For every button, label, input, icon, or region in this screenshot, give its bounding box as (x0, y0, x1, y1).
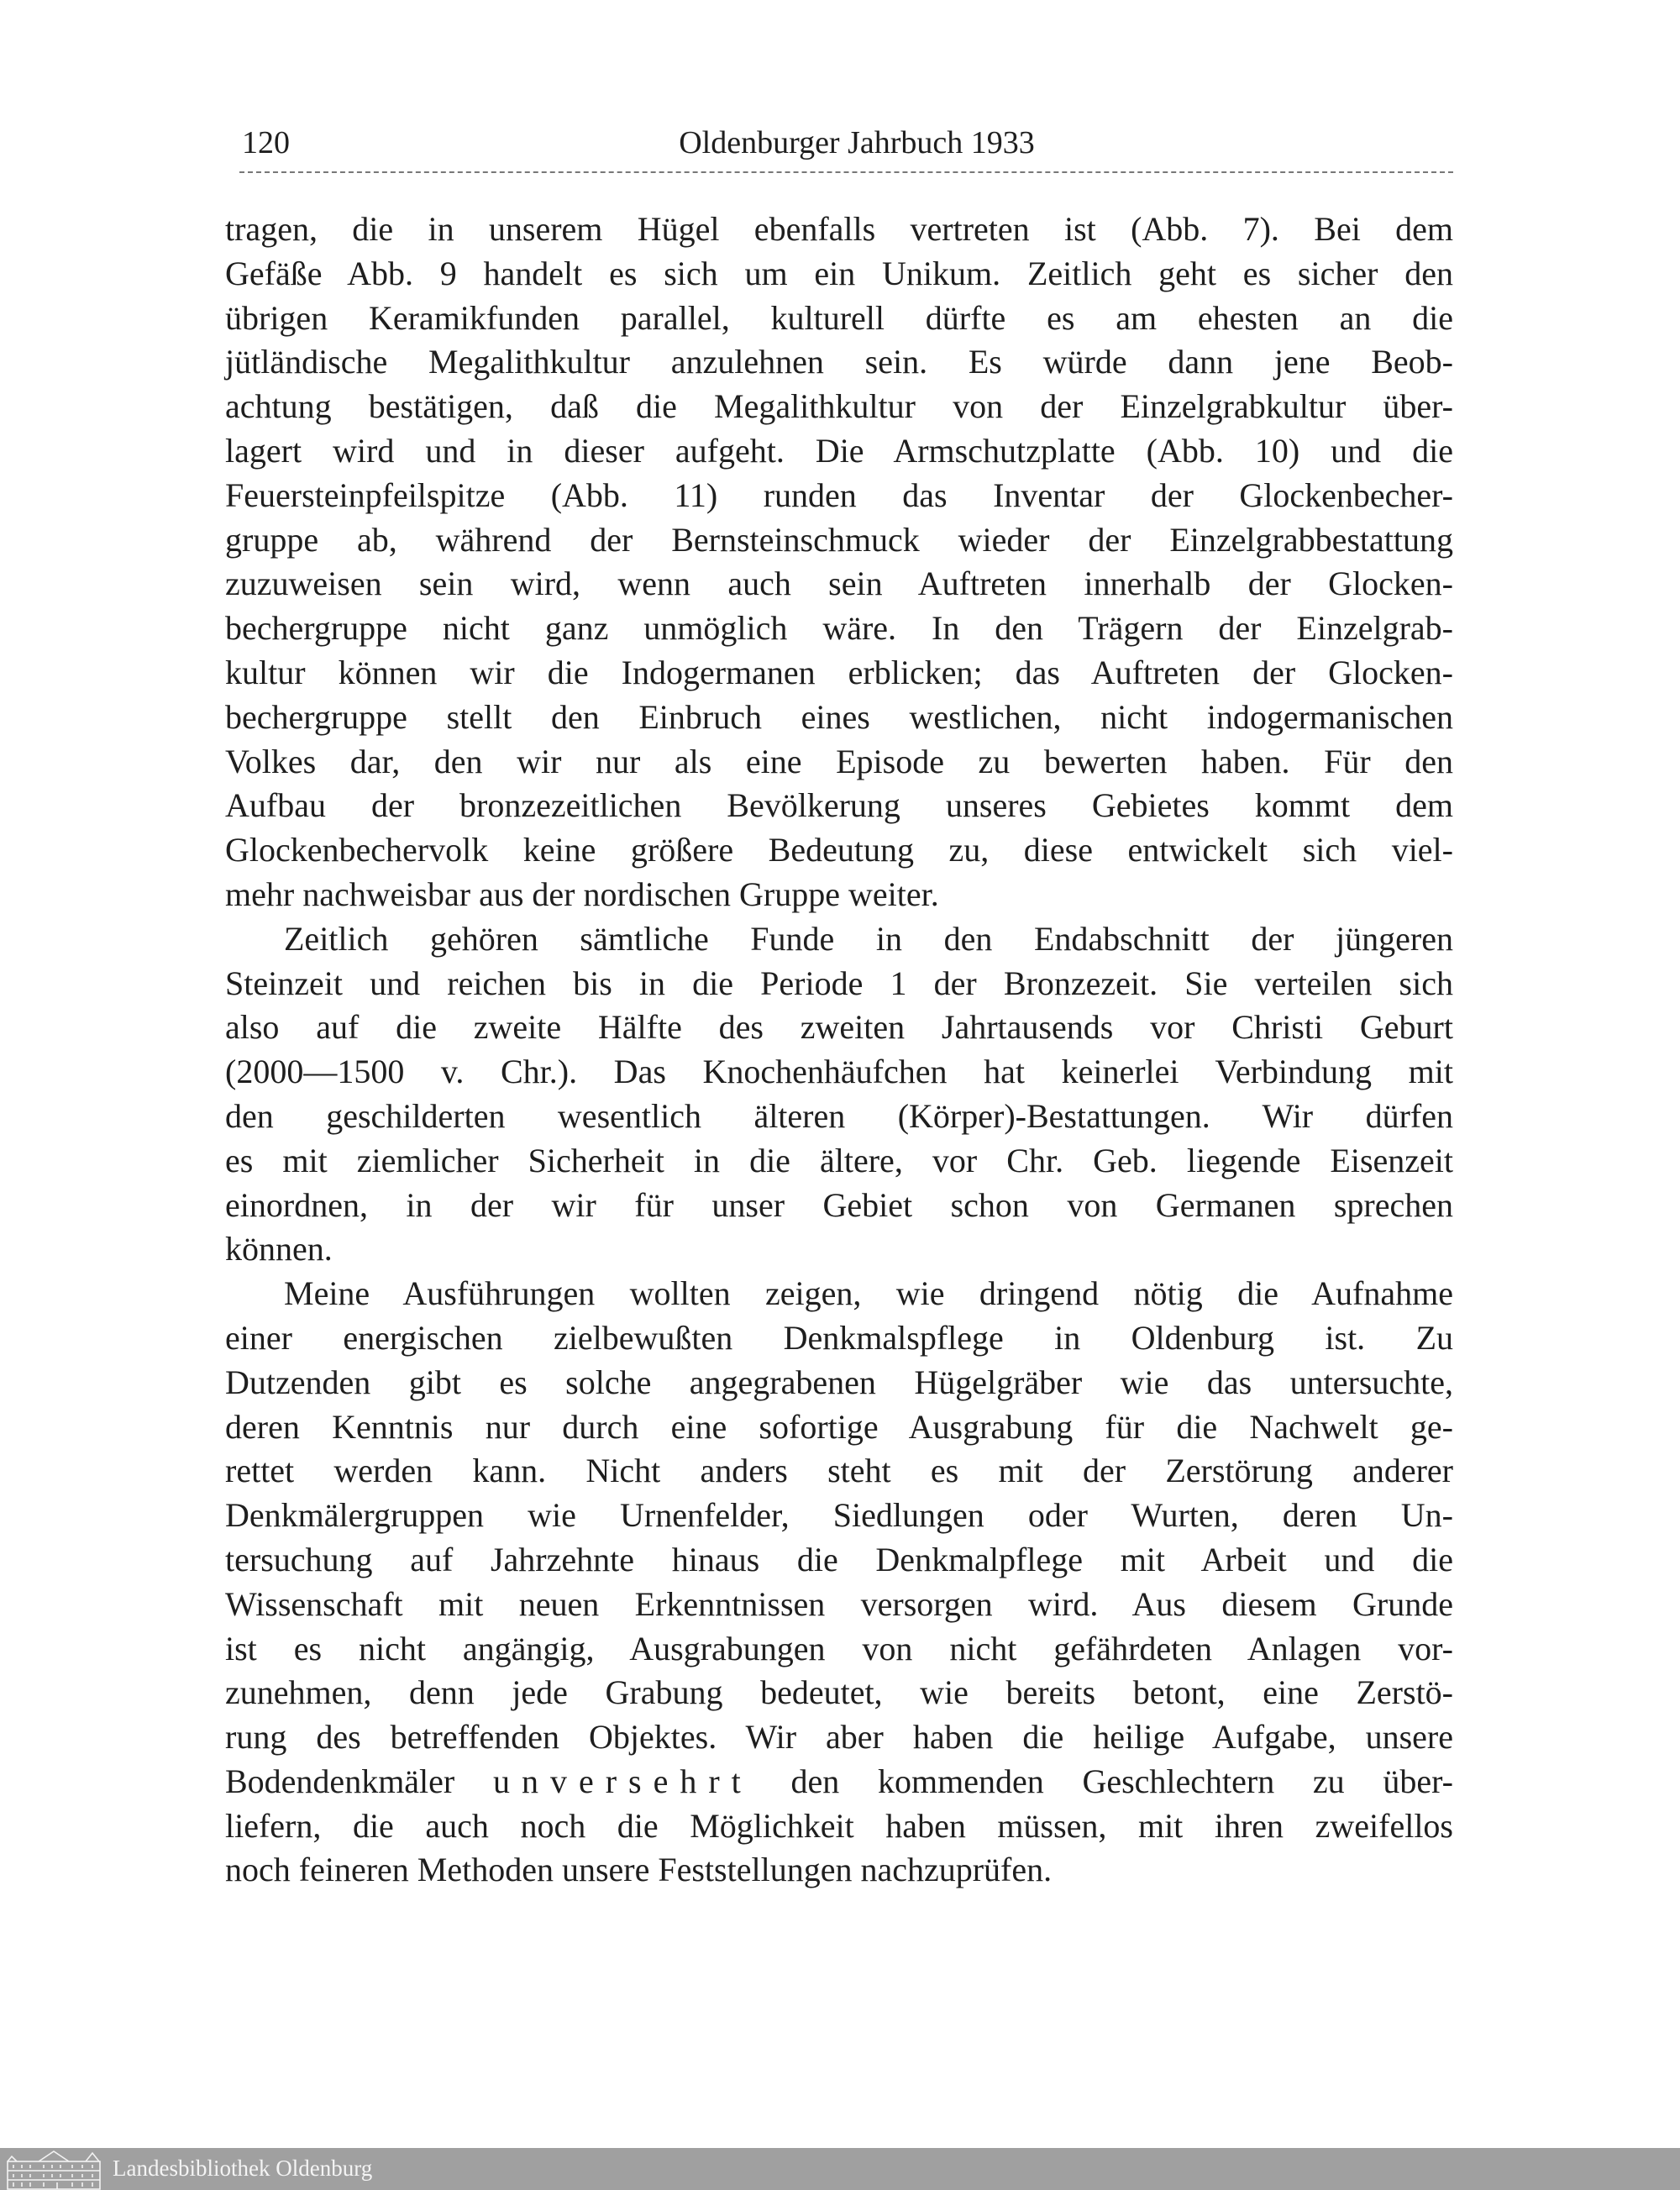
header-rule (239, 171, 1453, 173)
emphasized-word: unversehrt (492, 1762, 753, 1800)
text-line: bechergruppe stellt den Einbruch eines westlichen, nicht indogermanischen (225, 697, 1453, 736)
text-line: (2000—1500 v. Chr.). Das Knochenhäufchen hat keinerlei Verbindung mit (225, 1053, 1453, 1091)
text-line: deren Kenntnis nur durch eine sofortige Ausgrabung für die Nachwelt ge- (225, 1407, 1453, 1446)
text-line: mehr nachweisbar aus der nordischen Gruppe weiter. (225, 874, 939, 913)
text-line: rettet werden kann. Nicht anders steht es mit der Zerstörung anderer (225, 1452, 1453, 1490)
text-line: einordnen, in der wir für unser Gebiet schon von Germanen sprechen (225, 1185, 1453, 1224)
text-line: Dutzenden gibt es solche angegrabenen Hügelgräber wie das untersuchte, (225, 1363, 1453, 1401)
text-line: können. (225, 1230, 333, 1268)
text-line: es mit ziemlicher Sicherheit in die ältere, vor Chr. Geb. liegende Eisenzeit (225, 1141, 1453, 1179)
text-line: liefern, die auch noch die Möglichkeit haben müssen, mit ihren zweifellos (225, 1806, 1453, 1845)
text-line: Meine Ausführungen wollten zeigen, wie dringend nötig die Aufnahme (284, 1274, 1453, 1313)
body-text (225, 207, 1453, 1893)
text-line: übrigen Keramikfunden parallel, kulturell dürfte es am ehesten an die (225, 298, 1453, 337)
library-name: Landesbibliothek Oldenburg (113, 2156, 373, 2181)
text-line: Gefäße Abb. 9 handelt es sich um ein Unikum. Zeitlich geht es sicher den (225, 254, 1453, 292)
text-line: tersuchung auf Jahrzehnte hinaus die Denkmalpflege mit Arbeit und die (225, 1540, 1453, 1578)
running-title: Oldenburger Jahrbuch 1933 (679, 125, 1035, 160)
text-segment: Bodendenkmäler (225, 1762, 455, 1800)
text-line: gruppe ab, während der Bernsteinschmuck wieder der Einzelgrabbestattung (225, 520, 1453, 559)
text-line: also auf die zweite Hälfte des zweiten Jahrtausends vor Christi Geburt (225, 1008, 1453, 1047)
text-line: rung des betreffenden Objektes. Wir aber haben die heilige Aufgabe, unsere (225, 1718, 1453, 1757)
text-line (225, 1760, 1453, 1804)
text-line: einer energischen zielbewußten Denkmalspflege in Oldenburg ist. Zu (225, 1318, 1453, 1357)
text-line: kultur können wir die Indogermanen erblicken; das Auftreten der Glocken- (225, 653, 1453, 691)
library-footer-bar (0, 2148, 1680, 2190)
text-line: ist es nicht angängig, Ausgrabungen von nicht gefährdeten Anlagen vor- (225, 1629, 1453, 1667)
text-line: Glockenbechervolk keine größere Bedeutung zu, diese entwickelt sich viel- (225, 831, 1453, 869)
text-line: tragen, die in unserem Hügel ebenfalls vertreten ist (Abb. 7). Bei dem (225, 210, 1453, 248)
text-line: Volkes dar, den wir nur als eine Episode zu bewerten haben. Für den (225, 742, 1453, 780)
text-line: noch feineren Methoden unsere Feststellungen nachzuprüfen. (225, 1851, 1053, 1889)
text-line: lagert wird und in dieser aufgeht. Die Armschutzplatte (Abb. 10) und die (225, 431, 1453, 470)
page-number: 120 (242, 125, 290, 160)
text-line: Zeitlich gehören sämtliche Funde in den Endabschnitt der jüngeren (284, 919, 1453, 958)
text-line: Wissenschaft mit neuen Erkenntnissen versorgen wird. Aus diesem Grunde (225, 1584, 1453, 1623)
text-line: bechergruppe nicht ganz unmöglich wäre. In den Trägern der Einzelgrab- (225, 609, 1453, 648)
library-building-logo-icon (5, 2150, 102, 2190)
text-line: zuzuweisen sein wird, wenn auch sein Auftreten innerhalb der Glocken- (225, 565, 1453, 603)
text-line: zunehmen, denn jede Grabung bedeutet, wie bereits betont, eine Zerstö- (225, 1673, 1453, 1712)
text-segment: den kommenden Geschlechtern zu über- (790, 1762, 1453, 1800)
text-line: den geschilderten wesentlich älteren (Körper)-Bestattungen. Wir dürfen (225, 1096, 1453, 1135)
text-line: Steinzeit und reichen bis in die Periode 1 der Bronzezeit. Sie verteilen sich (225, 964, 1453, 1002)
text-line: achtung bestätigen, daß die Megalithkultur von der Einzelgrabkultur über- (225, 387, 1453, 426)
text-line: Denkmälergruppen wie Urnenfelder, Siedlungen oder Wurten, deren Un- (225, 1496, 1453, 1535)
text-line: jütländische Megalithkultur anzulehnen sein. Es würde dann jene Beob- (225, 343, 1453, 381)
text-line: Feuersteinpfeilspitze (Abb. 11) runden das Inventar der Glockenbecher- (225, 475, 1453, 514)
text-line: Aufbau der bronzezeitlichen Bevölkerung unseres Gebietes kommt dem (225, 786, 1453, 825)
